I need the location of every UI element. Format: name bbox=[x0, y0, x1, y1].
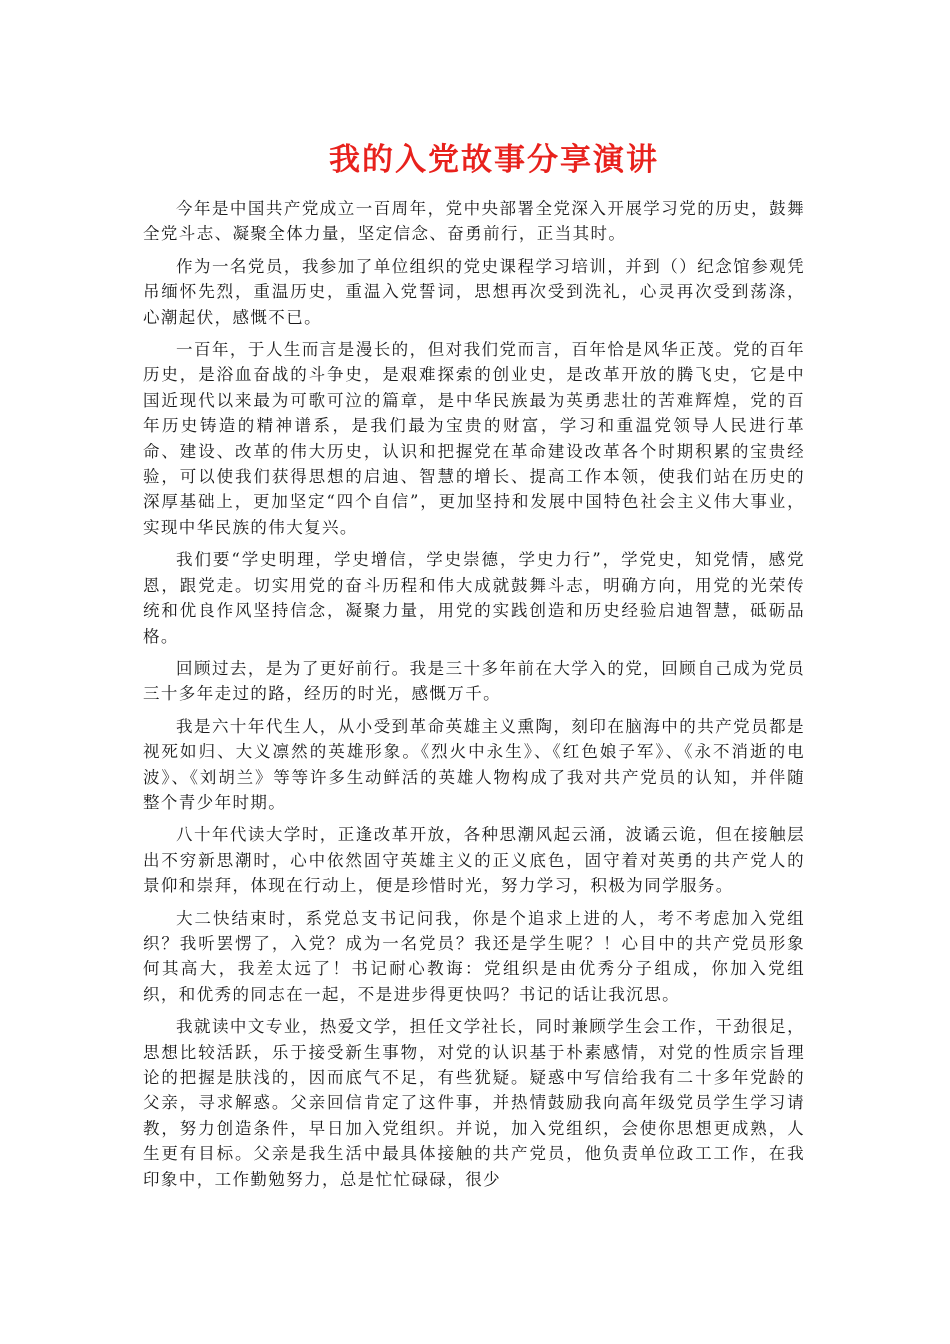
paragraph: 我们要“学史明理，学史增信，学史崇德，学史力行”，学党史，知党情，感党恩，跟党走。切实用党的奋斗历程和伟大成就鼓舞斗志，明确方向，用党的光荣传统和优良作风坚持信念，凝聚力量，用党的实践创造和历史经验启迪智慧，砥砺品格。 bbox=[143, 550, 805, 646]
paragraph: 八十年代读大学时，正逢改革开放，各种思潮风起云涌，波谲云诡，但在接触层出不穷新思潮时，心中依然固守英雄主义的正义底色，固守着对英勇的共产党人的景仰和崇拜，体现在行动上，便是珍惜时光，努力学习，积极为同学服务。 bbox=[143, 825, 805, 896]
paragraph: 作为一名党员，我参加了单位组织的党史课程学习培训，并到（）纪念馆参观凭吊缅怀先烈，重温历史，重温入党誓词，思想再次受到洗礼，心灵再次受到荡涤，心潮起伏，感慨不已。 bbox=[143, 256, 805, 327]
document-page bbox=[143, 138, 805, 1199]
paragraph: 一百年，于人生而言是漫长的，但对我们党而言，百年恰是风华正茂。党的百年历史，是浴血奋战的斗争史，是艰难探索的创业史，是改革开放的腾飞史，它是中国近现代以来最为可歌可泣的篇章，是中华民族最为英勇悲壮的苦难辉煌，党的百年历史铸造的精神谱系，是我们最为宝贵的财富，学习和重温党领导人民进行革命、建设、改革的伟大历史，认识和把握党在革命建设改革各个时期积累的宝贵经验，可以使我们获得思想的启迪、智慧的增长、提高工作本领，使我们站在历史的深厚基础上，更加坚定“四个自信”，更加坚持和发展中国特色社会主义伟大事业，实现中华民族的伟大复兴。 bbox=[143, 340, 805, 537]
paragraph: 今年是中国共产党成立一百周年，党中央部署全党深入开展学习党的历史，鼓舞全党斗志、凝聚全体力量，坚定信念、奋勇前行，正当其时。 bbox=[143, 199, 805, 244]
paragraph: 我是六十年代生人，从小受到革命英雄主义熏陶，刻印在脑海中的共产党员都是视死如归、大义凛然的英雄形象。《烈火中永生》、《红色娘子军》、《永不消逝的电波》、《刘胡兰》等等许多生动鲜活的英雄人物构成了我对共产党员的认知，并伴随整个青少年时期。 bbox=[143, 716, 805, 812]
paragraph: 回顾过去，是为了更好前行。我是三十多年前在大学入的党，回顾自己成为党员三十多年走过的路，经历的时光，感慨万千。 bbox=[143, 658, 805, 704]
paragraph: 我就读中文专业，热爱文学，担任文学社长，同时兼顾学生会工作，干劲很足，思想比较活跃，乐于接受新生事物，对党的认识基于朴素感情，对党的性质宗旨理论的把握是肤浅的，因而底气不足，有些犹疑。疑惑中写信给我有二十多年党龄的父亲，寻求解惑。父亲回信肯定了这件事，并热情鼓励我向高年级党员学生学习请教，努力创造条件，早日加入党组织。并说，加入党组织，会使你思想更成熟，人生更有目标。父亲是我生活中最具体接触的共产党员，他负责单位政工工作，在我印象中，工作勤勉努力，总是忙忙碌碌，很少 bbox=[143, 1017, 805, 1189]
document-title: 我的入党故事分享演讲 bbox=[329, 142, 659, 178]
paragraph: 大二快结束时，系党总支书记问我，你是个追求上进的人，考不考虑加入党组织？我听罢愣了，入党？成为一名党员？我还是学生呢？！心目中的共产党员形象何其高大，我差太远了！书记耐心教诲：党组织是由优秀分子组成，你加入党组织，和优秀的同志在一起，不是进步得更快吗？书记的话让我沉思。 bbox=[143, 908, 805, 1004]
